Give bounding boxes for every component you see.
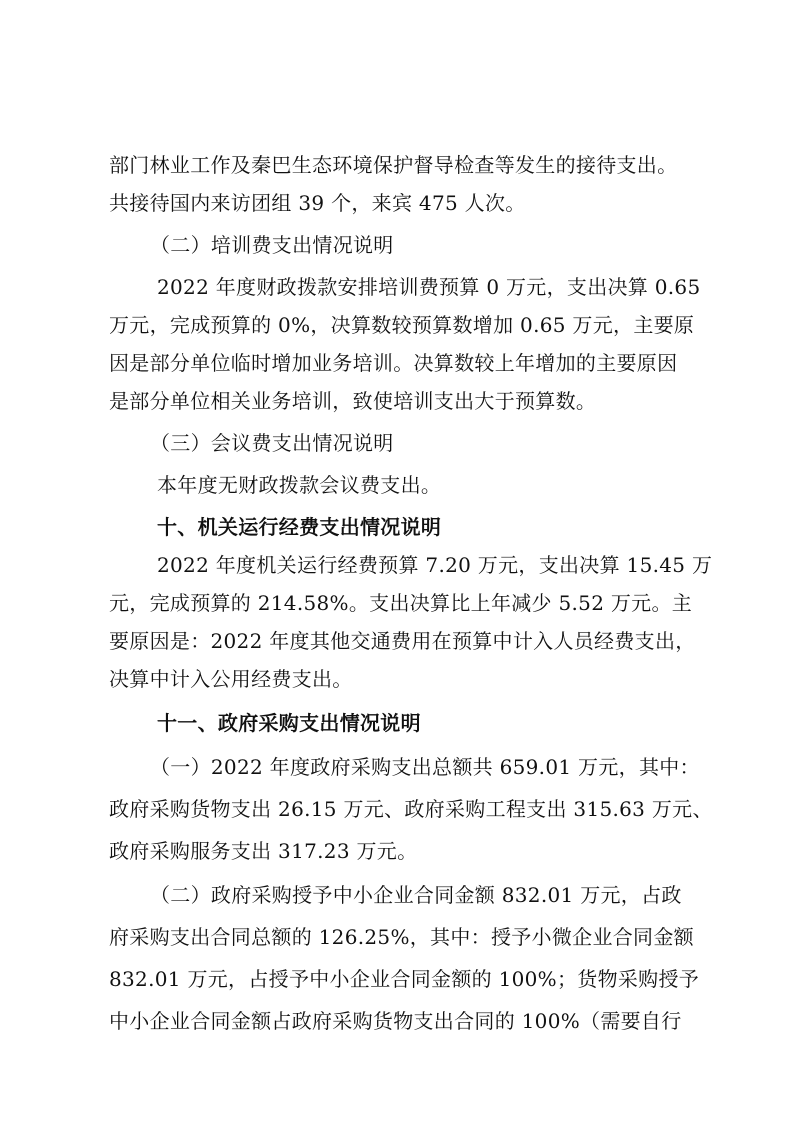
paragraph-line: 2022 年度财政拨款安排培训费预算 0 万元，支出决算 0.65 [157, 275, 701, 299]
paragraph-line: 决算中计入公用经费支出。 [109, 667, 353, 691]
paragraph-line: 政府采购服务支出 317.23 万元。 [109, 839, 418, 863]
paragraph-line: 832.01 万元，占授予中小企业合同金额的 100%；货物采购授予 [109, 967, 700, 991]
training-heading: （二）培训费支出情况说明 [150, 233, 394, 257]
paragraph-line: 万元，完成预算的 0%，决算数较预算数增加 0.65 万元，主要原 [109, 313, 695, 337]
paragraph-line: 中小企业合同金额占政府采购货物支出合同的 100%（需要自行 [109, 1009, 682, 1033]
paragraph-line: 政府采购货物支出 26.15 万元、政府采购工程支出 315.63 万元、 [109, 797, 713, 821]
paragraph-line: 府采购支出合同总额的 126.25%，其中：授予小微企业合同金额 [109, 925, 694, 949]
paragraph-line: 是部分单位相关业务培训，致使培训支出大于预算数。 [109, 389, 597, 413]
paragraph-line: （二）政府采购授予中小企业合同金额 832.01 万元，占政 [150, 883, 682, 907]
document-body [109, 146, 713, 1040]
paragraph-line: 部门林业工作及秦巴生态环境保护督导检查等发生的接待支出。 [109, 153, 678, 177]
section-heading-11: 十一、政府采购支出情况说明 [157, 711, 421, 735]
paragraph-line: （一）2022 年度政府采购支出总额共 659.01 万元，其中： [150, 755, 700, 779]
paragraph-line: 元，完成预算的 214.58%。支出决算比上年减少 5.52 万元。主 [109, 591, 693, 615]
paragraph-line: 本年度无财政拨款会议费支出。 [157, 473, 442, 497]
section-heading-10: 十、机关运行经费支出情况说明 [157, 515, 442, 539]
paragraph-line: 2022 年度机关运行经费预算 7.20 万元，支出决算 15.45 万 [157, 553, 713, 577]
paragraph-line: 共接待国内来访团组 39 个，来宾 475 人次。 [109, 191, 526, 215]
paragraph-line: 要原因是：2022 年度其他交通费用在预算中计入人员经费支出， [109, 629, 696, 653]
meeting-heading: （三）会议费支出情况说明 [150, 431, 394, 455]
paragraph-line: 因是部分单位临时增加业务培训。决算数较上年增加的主要原因 [109, 351, 678, 375]
